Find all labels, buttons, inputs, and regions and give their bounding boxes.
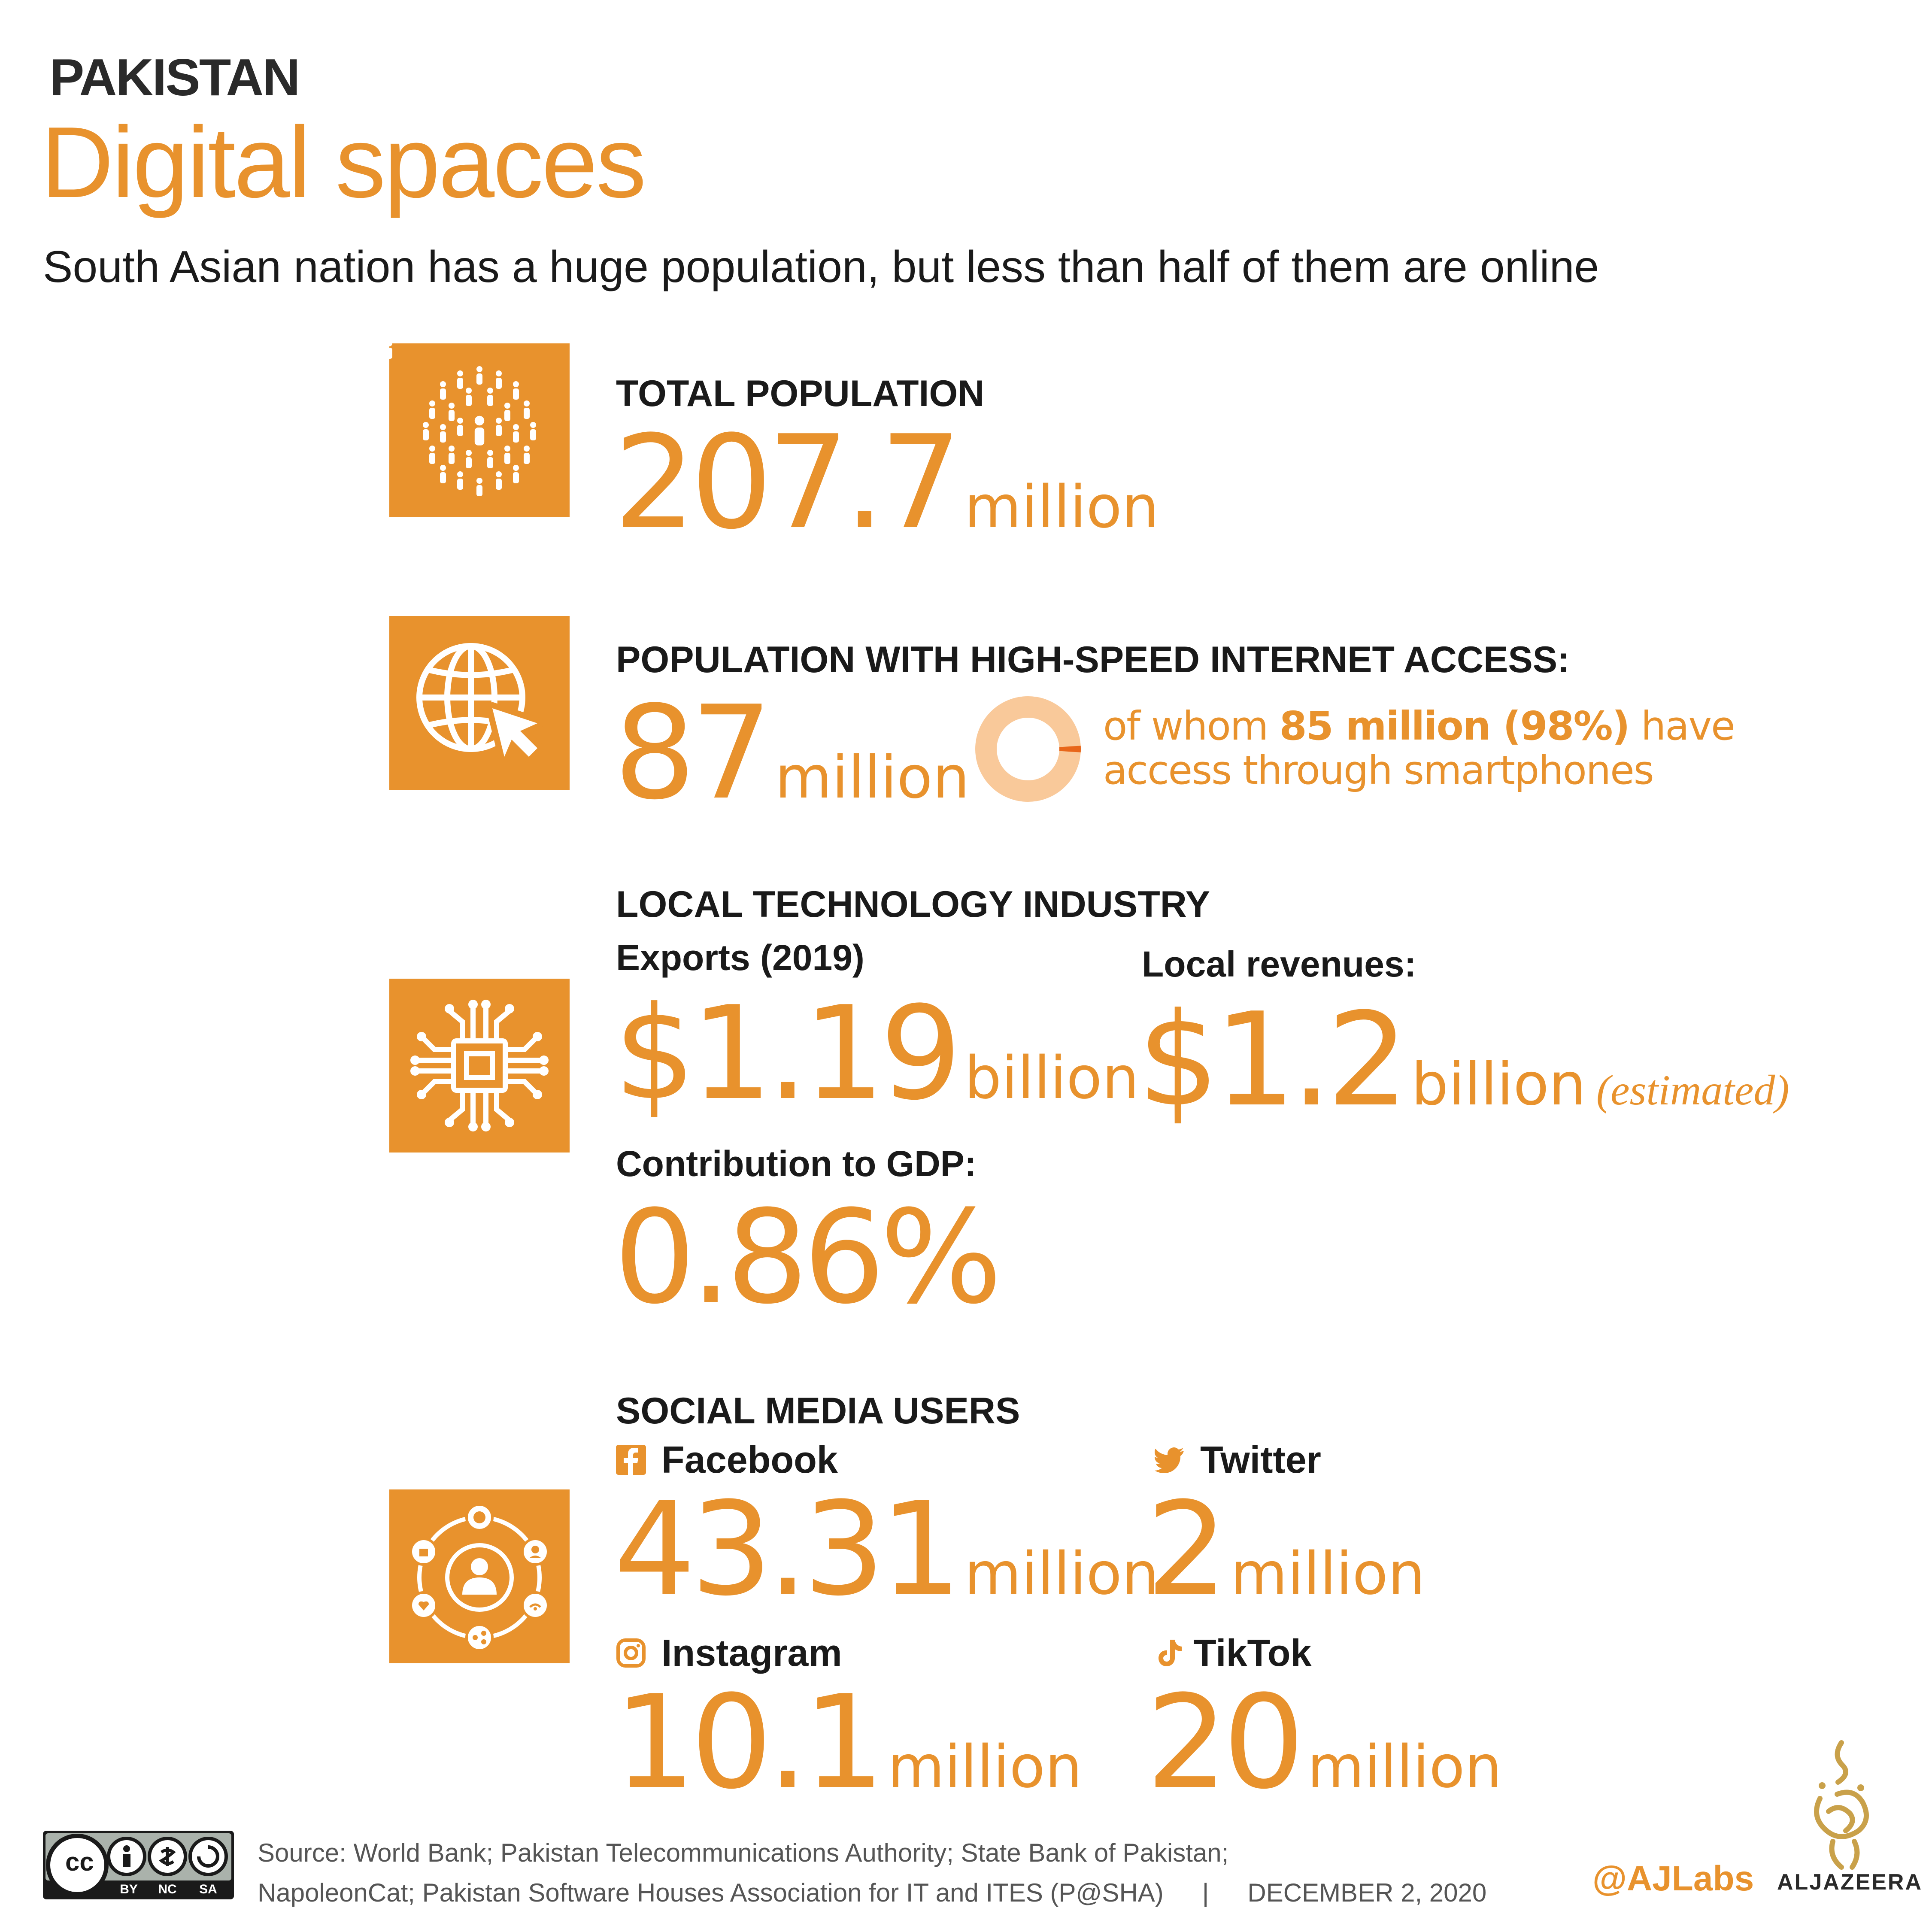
exports-number: $1.19 — [614, 979, 957, 1128]
ajlabs-handle: @AJLabs — [1592, 1859, 1754, 1898]
facebook-icon — [616, 1445, 646, 1475]
social-icon-box — [389, 1489, 570, 1663]
population-unit: million — [964, 473, 1159, 541]
donut-track — [986, 707, 1070, 791]
twitter-value — [1146, 1474, 1425, 1624]
internet-value — [614, 678, 970, 828]
instagram-unit: million — [887, 1733, 1082, 1801]
cc-nc-label: NC — [158, 1882, 177, 1896]
facebook-unit: million — [964, 1540, 1159, 1608]
twitter-icon — [1155, 1445, 1185, 1475]
internet-icon-box — [389, 616, 570, 790]
source-line-2-text: NapoleonCat; Pakistan Software Houses Association for IT and ITES (P@SHA) — [258, 1878, 1164, 1907]
gdp-value — [614, 1183, 998, 1332]
smartphone-text — [1103, 704, 1735, 792]
cc-sa-label: SA — [199, 1882, 217, 1896]
smartphone-prefix: of whom — [1103, 703, 1280, 749]
revenues-label: Local revenues: — [1142, 944, 1416, 984]
cc-text: cc — [65, 1847, 94, 1876]
tiktok-icon — [1155, 1638, 1185, 1668]
internet-unit: million — [775, 744, 970, 812]
source-line-1: Source: World Bank; Pakistan Telecommunications Authority; State Bank of Pakistan; — [258, 1838, 1229, 1867]
cc-by-label: BY — [120, 1882, 138, 1896]
aljazeera-calligraphy-icon — [1803, 1738, 1876, 1876]
revenues-number: $1.2 — [1137, 985, 1404, 1135]
population-label: TOTAL POPULATION — [616, 373, 985, 414]
smartphone-share-donut — [974, 695, 1082, 803]
instagram-value — [614, 1668, 1082, 1817]
facebook-name: Facebook — [661, 1438, 838, 1481]
publish-date: DECEMBER 2, 2020 — [1247, 1878, 1487, 1907]
revenues-unit: billion — [1411, 1051, 1586, 1119]
tiktok-value — [1146, 1668, 1502, 1817]
source-note — [258, 1833, 1486, 1913]
instagram-number: 10.1 — [614, 1668, 880, 1817]
chip-icon — [389, 979, 570, 1153]
internet-number: 87 — [614, 678, 767, 828]
tech-icon-box — [389, 979, 570, 1153]
revenues-value — [1137, 985, 1789, 1135]
gdp-label: Contribution to GDP: — [616, 1143, 977, 1184]
aljazeera-logo — [1803, 1738, 1876, 1876]
exports-value — [614, 979, 1139, 1128]
instagram-icon — [616, 1638, 646, 1668]
exports-unit: billion — [964, 1044, 1139, 1112]
tiktok-name: TikTok — [1193, 1632, 1312, 1674]
twitter-number: 2 — [1146, 1474, 1223, 1624]
smartphone-highlight: 85 million (98%) — [1279, 703, 1629, 749]
globe-cursor-icon — [389, 616, 570, 790]
tiktok-number: 20 — [1146, 1668, 1300, 1817]
population-value — [614, 408, 1159, 558]
aljazeera-brand: ALJAZEERA — [1777, 1870, 1923, 1895]
internet-label: POPULATION WITH HIGH-SPEED INTERNET ACCESS: — [616, 639, 1570, 680]
page-title: Digital spaces — [41, 106, 645, 218]
gdp-number: 0.86% — [614, 1183, 998, 1332]
revenues-note: (estimated) — [1596, 1066, 1789, 1114]
exports-label: Exports (2019) — [616, 937, 864, 978]
social-label: SOCIAL MEDIA USERS — [616, 1390, 1020, 1432]
source-line-2 — [258, 1873, 1486, 1913]
twitter-name: Twitter — [1200, 1438, 1321, 1481]
crowd-icon — [389, 343, 570, 517]
instagram-name: Instagram — [661, 1632, 842, 1674]
cc-license-badge — [43, 1831, 234, 1899]
smartphone-suffix: have — [1629, 703, 1735, 749]
page-subtitle: South Asian nation has a huge population, but less than half of them are online — [43, 242, 1599, 292]
twitter-unit: million — [1230, 1540, 1425, 1608]
smartphone-text-line1 — [1103, 704, 1735, 748]
footer-separator: | — [1202, 1878, 1209, 1907]
facebook-value — [614, 1474, 1159, 1624]
facebook-number: 43.31 — [614, 1474, 957, 1624]
social-network-icon — [389, 1489, 570, 1663]
population-icon-box — [389, 343, 570, 517]
kicker: PAKISTAN — [49, 48, 299, 106]
smartphone-text-line2: access through smartphones — [1103, 747, 1653, 794]
population-number: 207.7 — [614, 408, 957, 558]
tiktok-unit: million — [1307, 1733, 1502, 1801]
tech-label: LOCAL TECHNOLOGY INDUSTRY — [616, 884, 1210, 925]
